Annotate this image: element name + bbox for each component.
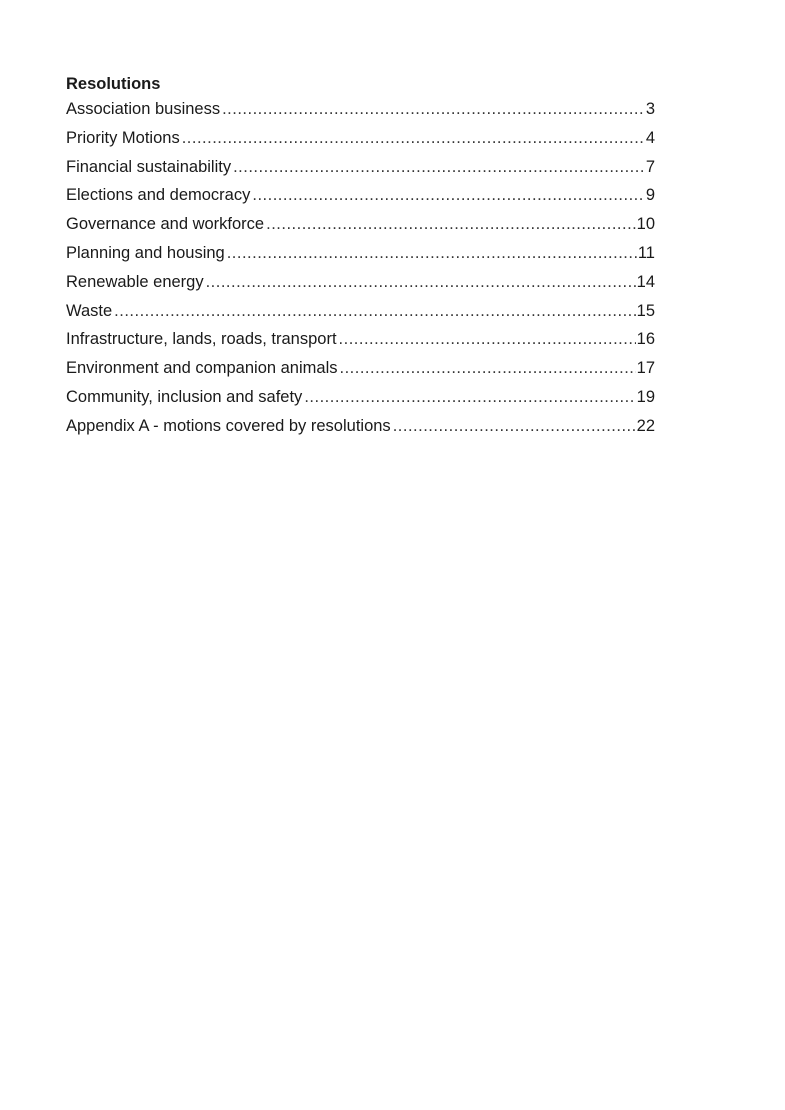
toc-dot-leader [266,210,636,239]
toc-page-number: 9 [645,186,655,205]
toc-page-number: 17 [636,359,655,378]
toc-page-number: 15 [636,301,655,320]
toc-entry-label: Appendix A - motions covered by resolutions [66,416,391,435]
toc-dot-leader [233,153,645,182]
toc-page-number: 7 [645,157,655,176]
toc-entry-financial-sustainability[interactable] [66,153,655,182]
toc-entry-label: Waste [66,301,113,320]
toc-entry-renewable-energy[interactable] [66,268,655,297]
toc-entry-priority-motions[interactable] [66,124,655,153]
toc-entry-planning-and-housing[interactable] [66,239,655,268]
toc-entry-label: Association business [66,100,221,118]
toc-entry-elections-and-democracy[interactable] [66,181,655,210]
toc-entry-label: Planning and housing [66,243,225,262]
toc-entry-infrastructure-lands-roads-transport[interactable] [66,325,655,354]
toc-page-number: 10 [636,215,655,234]
toc-entry-governance-and-workforce[interactable] [66,210,655,239]
toc-entry-appendix-a[interactable] [66,412,655,441]
toc-dot-leader [340,354,636,383]
table-of-contents [66,73,655,441]
toc-page-number: 19 [636,387,655,406]
toc-page-number: 11 [637,243,655,262]
toc-page-number: 14 [636,272,655,291]
toc-dot-leader [393,412,636,441]
toc-entry-environment-and-companion-animals[interactable] [66,354,655,383]
toc-dot-leader [114,297,635,326]
toc-heading: Resolutions [66,75,161,93]
toc-dot-leader [252,181,644,210]
toc-entry-label: Community, inclusion and safety [66,387,303,406]
toc-page-number: 3 [645,100,655,118]
toc-list [66,95,655,441]
toc-entry-label: Priority Motions [66,128,180,147]
toc-page-number: 22 [636,416,655,435]
toc-page-number: 16 [636,330,655,349]
toc-entry-label: Elections and democracy [66,186,251,205]
toc-dot-leader [222,95,645,124]
toc-entry-label: Financial sustainability [66,157,232,176]
toc-entry-label: Infrastructure, lands, roads, transport [66,330,337,349]
toc-entry-community-inclusion-and-safety[interactable] [66,383,655,412]
toc-entry-association-business[interactable] [66,95,655,124]
toc-dot-leader [339,325,636,354]
toc-entry-label: Governance and workforce [66,215,265,234]
toc-dot-leader [182,124,645,153]
toc-dot-leader [206,268,636,297]
toc-page-number: 4 [645,128,655,147]
toc-entry-waste[interactable] [66,297,655,326]
toc-entry-label: Renewable energy [66,272,204,291]
toc-entry-label: Environment and companion animals [66,359,338,378]
toc-dot-leader [227,239,637,268]
toc-dot-leader [304,383,635,412]
